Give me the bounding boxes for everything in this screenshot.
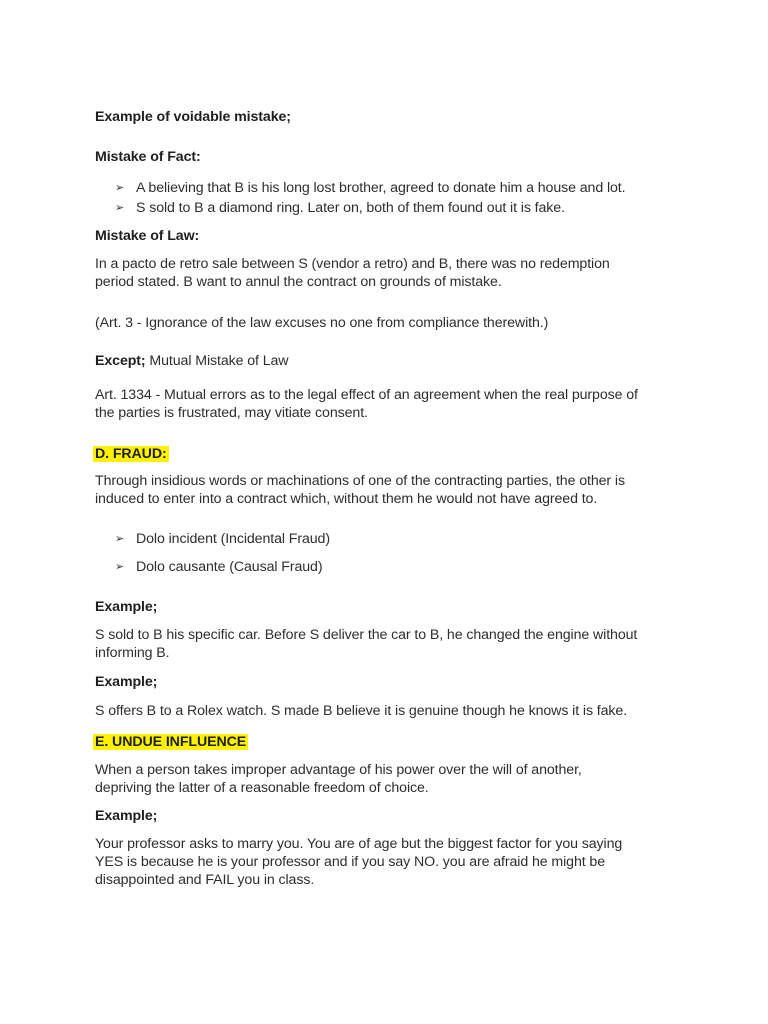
arrow-bullet-icon: ➢ [115,561,125,573]
undue-influence-example-line: YES is because he is your professor and if you say NO. you are afraid he might be [95,854,606,870]
law-paragraph-line: In a pacto de retro sale between S (vendor a retro) and B, there was no redemption [95,256,610,272]
fraud-example-2-label: Example; [95,674,158,690]
fraud-definition-line: induced to enter into a contract which, without them he would not have agreed to. [95,491,598,507]
undue-influence-definition-line: When a person takes improper advantage of his power over the will of another, [95,762,582,778]
law-paragraph-line: period stated. B want to annul the contract on grounds of mistake. [95,274,502,290]
except-line [95,352,288,370]
art-3-note: (Art. 3 - Ignorance of the law excuses no one from compliance therewith.) [95,315,549,331]
undue-influence-example-line: Your professor asks to marry you. You are of age but the biggest factor for you saying [95,836,623,852]
fraud-heading [93,445,169,463]
arrow-bullet-icon: ➢ [115,533,125,545]
except-text: Mutual Mistake of Law [145,353,289,369]
mistake-of-law-heading: Mistake of Law: [95,228,200,244]
fraud-example-1-line: informing B. [95,645,170,661]
fraud-example-1-label: Example; [95,599,158,615]
arrow-bullet-icon: ➢ [115,182,125,194]
except-label: Except; [95,353,146,369]
undue-influence-example-line: disappointed and FAIL you in class. [95,872,315,888]
fraud-type-incidental: Dolo incident (Incidental Fraud) [136,531,330,547]
fraud-example-2-line: S offers B to a Rolex watch. S made B believe it is genuine though he knows it is fake. [95,703,628,719]
undue-influence-heading [93,733,248,751]
fact-example-1: A believing that B is his long lost brother, agreed to donate him a house and lot. [136,180,626,196]
arrow-bullet-icon: ➢ [115,202,125,214]
undue-influence-definition-line: depriving the latter of a reasonable freedom of choice. [95,780,429,796]
mistake-of-fact-heading: Mistake of Fact: [95,149,201,165]
fraud-definition-line: Through insidious words or machinations of one of the contracting parties, the other is [95,473,625,489]
fraud-heading-highlight: D. FRAUD: [95,446,167,462]
fraud-example-1-line: S sold to B his specific car. Before S deliver the car to B, he changed the engine without [95,627,638,643]
art-1334-line: the parties is frustrated, may vitiate consent. [95,405,368,421]
undue-influence-example-label: Example; [95,808,158,824]
art-1334-line: Art. 1334 - Mutual errors as to the legal effect of an agreement when the real purpose of [95,387,638,403]
fraud-type-causal: Dolo causante (Causal Fraud) [136,559,323,575]
undue-influence-heading-highlight: E. UNDUE INFLUENCE [95,734,247,750]
page-title: Example of voidable mistake; [95,109,291,125]
fact-example-2: S sold to B a diamond ring. Later on, both of them found out it is fake. [136,200,565,216]
